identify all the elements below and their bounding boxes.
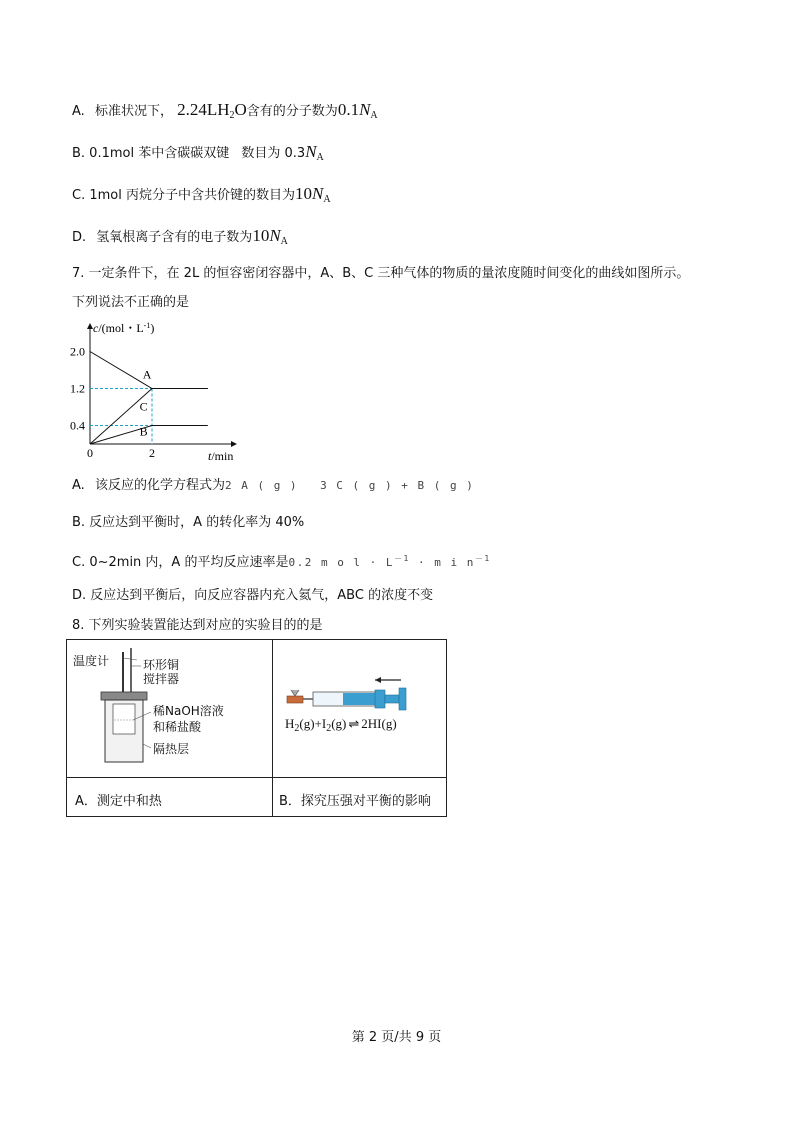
q7-stem-line1: 7. 一定条件下，在 2L 的恒容密闭容器中，A、B、C 三种气体的物质的量浓度随时间变化的曲线如图所示。 <box>72 266 690 281</box>
clamp-icon <box>291 690 299 696</box>
q6-option-c: C. 1mol 丙烷分子中含共价键的数目为$10N_A$ <box>72 184 331 205</box>
x-axis-label: t/min <box>208 449 234 463</box>
q8-stem: 8. 下列实验装置能达到对应的实验目的的是 <box>72 618 323 633</box>
plunger-icon <box>385 695 399 703</box>
lid-icon <box>101 692 147 700</box>
equation-left: 2 A ( g ) <box>224 479 299 492</box>
rate-value: 0.2 m o $l \cdot L^{-1} \cdot m$ i $n^{-1}$ <box>288 554 491 569</box>
experiment-table <box>66 639 447 817</box>
q6-option-a: A. 标准状况下， $2.24LH_2O$含有的分子数为$0.1N_A$ <box>72 100 378 121</box>
x-tick-label: 0 <box>87 446 93 460</box>
q7-option-b: B. 反应达到平衡时，A 的转化率为 40% <box>72 515 305 530</box>
stopcock-icon <box>287 696 303 703</box>
q7-option-c: C. 0~2min 内，A 的平均反应速率是0.2 m o $l \cdot L^{-1} \cdot m$ i $n^{-1}$ <box>72 554 491 570</box>
stirrer-label-2: 搅拌器 <box>143 672 180 686</box>
stirrer-label-1: 环形铜 <box>143 658 180 672</box>
syringe-diagram <box>273 640 446 777</box>
q7-stem-line2: 下列说法不正确的是 <box>72 295 190 310</box>
y-axis-label: c/(mol・$L^{-1}$) <box>93 321 155 335</box>
thermometer-label: 温度计 <box>73 654 110 668</box>
series-label-C: C <box>139 399 148 414</box>
q7-option-a: A. 该反应的化学方程式为2 A ( g ) 3 C ( g ) + B ( g ) <box>72 478 475 493</box>
series-label-A: A <box>142 367 152 382</box>
y-tick-label: 2.0 <box>70 344 85 359</box>
calorimeter-cell <box>67 640 272 777</box>
solution-label-2: 和稀盐酸 <box>153 720 202 734</box>
q6-option-b: B. 0.1mol 苯中含碳碳双键 数目为 $0.3N_A$ <box>72 142 324 163</box>
caption-a: A．测定中和热 <box>75 794 162 809</box>
caption-b: B．探究压强对平衡的影响 <box>279 794 431 809</box>
series-line-C <box>90 389 208 445</box>
gas-mixture-icon <box>343 693 375 705</box>
solution-label-1: 稀NaOH溶液 <box>153 704 224 718</box>
series-label-B: B <box>139 424 148 439</box>
x-tick-label: 2 <box>149 446 155 460</box>
q6-option-d: D. 氢氧根离子含有的电子数为$10N_A$ <box>72 226 288 247</box>
insulation-label: 隔热层 <box>153 742 190 756</box>
option-a-text: 标准状况下， <box>94 104 173 119</box>
concentration-time-chart <box>66 318 256 466</box>
reaction-equation: $H_2(g)+I_2(g)$ ⇌ 2HI(g) <box>285 716 397 734</box>
equation-right: 3 C ( g ) + B ( g ) <box>320 479 475 492</box>
y-tick-label: 0.4 <box>70 418 85 433</box>
y-tick-label: 1.2 <box>70 381 85 396</box>
page-footer: 第 2 页/共 9 页 <box>351 1030 442 1045</box>
formula-h2o: $2.24LH_2O$ <box>177 100 247 121</box>
syringe-cell <box>273 640 446 777</box>
q7-option-d: D. 反应达到平衡后，向反应容器内充入氦气，ABC 的浓度不变 <box>72 588 434 603</box>
beaker-icon <box>113 704 135 734</box>
